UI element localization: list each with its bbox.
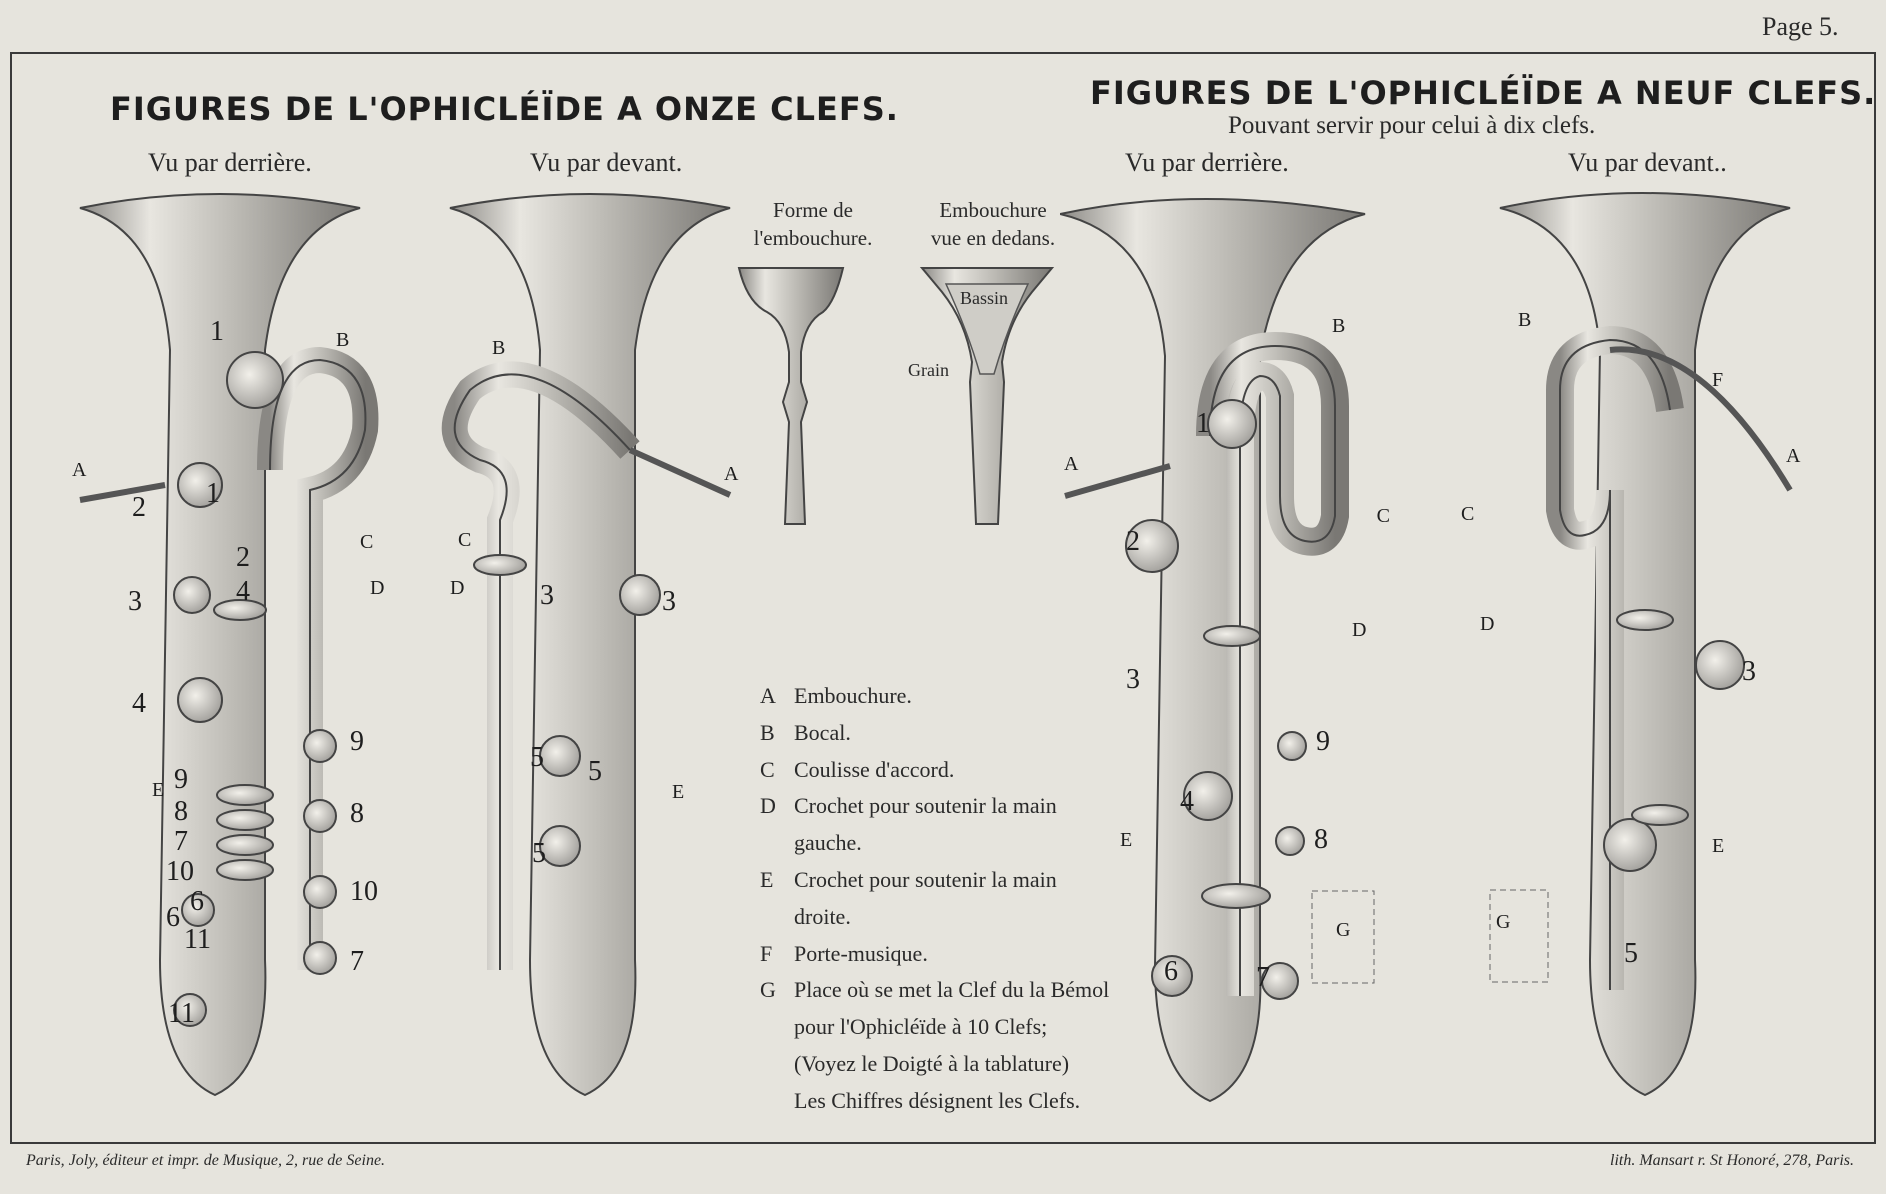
svg-text:3: 3 xyxy=(662,586,676,617)
view-label-nine-back: Vu par derrière. xyxy=(1125,148,1289,177)
svg-text:6: 6 xyxy=(166,902,180,933)
svg-text:9: 9 xyxy=(174,764,188,795)
title-eleven-keys: FIGURES DE L'OPHICLÉÏDE A ONZE CLEFS. xyxy=(110,90,899,128)
mouthpiece-shape-caption xyxy=(728,196,898,252)
legend-key: D xyxy=(760,793,776,819)
svg-text:E: E xyxy=(1120,829,1133,851)
svg-text:D: D xyxy=(450,577,465,599)
legend-key: A xyxy=(760,683,776,708)
svg-text:7: 7 xyxy=(350,946,364,977)
legend-item-b xyxy=(760,715,1109,752)
svg-text:1: 1 xyxy=(210,316,224,347)
svg-text:E: E xyxy=(1712,835,1725,857)
legend-text-continued: pour l'Ophicléïde à 10 Clefs; xyxy=(794,1014,1048,1040)
svg-text:6: 6 xyxy=(1164,956,1178,987)
svg-text:5: 5 xyxy=(532,838,546,869)
legend-text: Embouchure. xyxy=(794,683,912,708)
svg-text:2: 2 xyxy=(1126,526,1140,557)
mouthpiece-inside-caption-line1: Embouchure xyxy=(939,198,1047,222)
svg-text:C: C xyxy=(458,529,472,551)
footer-lithographer: lith. Mansart r. St Honoré, 278, Paris. xyxy=(1610,1152,1855,1169)
legend-key: E xyxy=(760,866,774,892)
legend-key: B xyxy=(760,719,775,745)
svg-text:1: 1 xyxy=(206,478,220,509)
svg-text:B: B xyxy=(492,337,506,359)
mouthpiece-inside-caption xyxy=(908,196,1078,252)
legend-item-f xyxy=(760,936,1109,973)
svg-text:9: 9 xyxy=(1316,726,1330,757)
legend-item-e xyxy=(760,862,1109,899)
svg-text:A: A xyxy=(724,463,739,485)
title-nine-keys: FIGURES DE L'OPHICLÉÏDE A NEUF CLEFS. xyxy=(1090,74,1877,112)
legend-text: Place où se met la Clef du la Bémol xyxy=(794,977,1110,1003)
svg-text:3: 3 xyxy=(1742,656,1756,687)
svg-text:5: 5 xyxy=(530,742,544,773)
svg-text:2: 2 xyxy=(236,542,250,573)
svg-text:A: A xyxy=(72,459,87,481)
svg-text:5: 5 xyxy=(588,756,602,787)
ophicleide-nine-back-illustration xyxy=(1060,196,1390,1116)
svg-text:B: B xyxy=(1332,315,1346,337)
legend-text-continued: Les Chiffres désignent les Clefs. xyxy=(794,1087,1081,1113)
legend-text: Porte-musique. xyxy=(794,940,928,966)
svg-text:11: 11 xyxy=(168,998,195,1029)
legend-text-continued: droite. xyxy=(794,903,851,929)
svg-text:11: 11 xyxy=(184,924,211,955)
svg-text:C: C xyxy=(1376,505,1390,527)
mouthpiece-shape-caption-line2: l'embouchure. xyxy=(753,226,873,250)
svg-text:D: D xyxy=(1480,613,1495,635)
svg-text:4: 4 xyxy=(236,576,250,607)
svg-text:E: E xyxy=(152,779,165,801)
subtitle-ten-keys: Pouvant servir pour celui à dix clefs. xyxy=(1228,112,1596,139)
svg-text:B: B xyxy=(1518,309,1532,331)
svg-text:C: C xyxy=(360,531,374,553)
legend-text-continued: gauche. xyxy=(794,830,862,856)
view-label-eleven-front: Vu par devant. xyxy=(530,148,683,177)
mouthpiece-inside-caption-line2: vue en dedans. xyxy=(930,226,1056,250)
svg-text:1: 1 xyxy=(1196,408,1210,439)
svg-text:3: 3 xyxy=(540,580,554,611)
svg-text:G: G xyxy=(1496,911,1511,933)
legend-key: C xyxy=(760,756,775,782)
svg-text:7: 7 xyxy=(1256,962,1270,993)
page-number: Page 5. xyxy=(1762,12,1839,41)
svg-text:F: F xyxy=(1712,369,1724,391)
ophicleide-eleven-back-illustration xyxy=(70,190,400,1110)
svg-text:3: 3 xyxy=(128,586,142,617)
legend-text: Coulisse d'accord. xyxy=(794,756,955,782)
legend-text: Crochet pour soutenir la main xyxy=(794,793,1057,819)
label-bassin: Bassin xyxy=(960,288,1009,308)
svg-text:A: A xyxy=(1786,445,1801,467)
mouthpiece-shape-illustration xyxy=(735,262,855,532)
svg-text:2: 2 xyxy=(132,492,146,523)
svg-text:7: 7 xyxy=(174,826,188,857)
svg-text:E: E xyxy=(672,781,685,803)
legend xyxy=(760,678,1109,1120)
svg-text:5: 5 xyxy=(1624,938,1638,969)
svg-text:9: 9 xyxy=(350,726,364,757)
svg-text:A: A xyxy=(1064,453,1079,475)
svg-text:C: C xyxy=(1461,503,1475,525)
svg-text:4: 4 xyxy=(1180,786,1194,817)
svg-text:6: 6 xyxy=(190,886,204,917)
mouthpiece-shape-caption-line1: Forme de xyxy=(773,198,853,222)
svg-text:D: D xyxy=(1352,619,1367,641)
legend-text-continued: (Voyez le Doigté à la tablature) xyxy=(794,1050,1070,1076)
svg-text:8: 8 xyxy=(1314,824,1328,855)
view-label-nine-front: Vu par devant.. xyxy=(1568,148,1727,177)
view-label-eleven-back: Vu par derrière. xyxy=(148,148,312,177)
footer-publisher: Paris, Joly, éditeur et impr. de Musique, 2, rue de Seine. xyxy=(26,1152,386,1169)
svg-text:10: 10 xyxy=(350,876,378,907)
legend-item-g xyxy=(760,972,1109,1009)
svg-text:8: 8 xyxy=(350,798,364,829)
svg-text:G: G xyxy=(1336,919,1351,941)
legend-text: Crochet pour soutenir la main xyxy=(794,866,1057,892)
legend-item-a xyxy=(760,678,1109,715)
label-grain: Grain xyxy=(908,360,949,380)
svg-text:4: 4 xyxy=(132,688,146,719)
legend-key: G xyxy=(760,977,776,1003)
svg-text:10: 10 xyxy=(166,856,194,887)
legend-item-d xyxy=(760,788,1109,825)
ophicleide-eleven-front-illustration xyxy=(440,190,770,1110)
ophicleide-nine-front-illustration xyxy=(1460,190,1820,1110)
legend-text: Bocal. xyxy=(794,719,851,745)
legend-key: F xyxy=(760,940,773,966)
svg-text:D: D xyxy=(370,577,385,599)
svg-text:3: 3 xyxy=(1126,664,1140,695)
svg-text:B: B xyxy=(336,329,350,351)
svg-text:8: 8 xyxy=(174,796,188,827)
legend-item-c xyxy=(760,752,1109,789)
